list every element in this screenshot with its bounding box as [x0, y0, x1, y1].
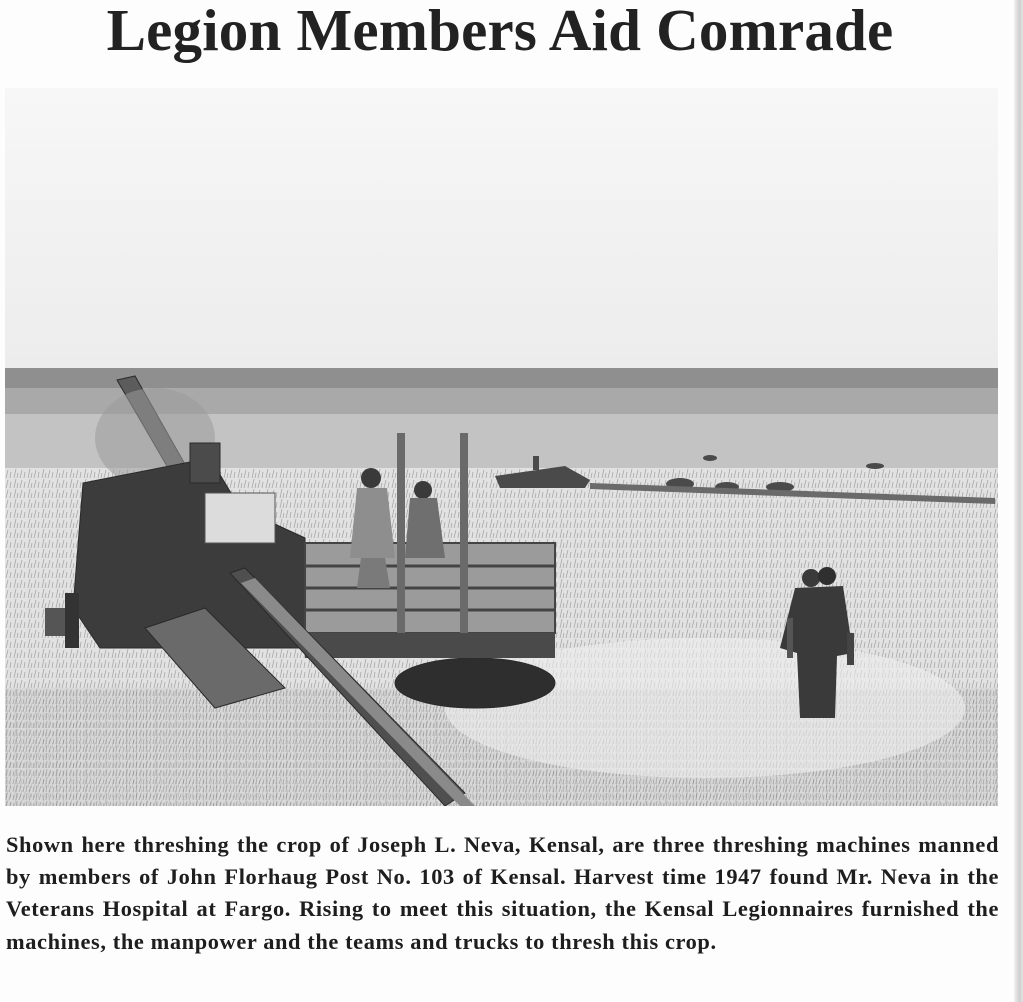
- scan-edge: [1014, 0, 1023, 1002]
- headline: Legion Members Aid Comrade: [106, 0, 894, 63]
- threshing-photo: [5, 88, 998, 806]
- photo-caption: Shown here threshing the crop of Joseph L. Neva, Kensal, are three threshing machines manned by members of John Florhaug Post No. 103 of Kensal. Harvest time 1947 found Mr. Neva in the Veterans Hospital at Fargo. Rising to meet this situation, the Kensal Legionnaires furnished the machines, the manpower and the teams and trucks to thresh this crop.: [6, 832, 999, 954]
- sky: [5, 88, 998, 373]
